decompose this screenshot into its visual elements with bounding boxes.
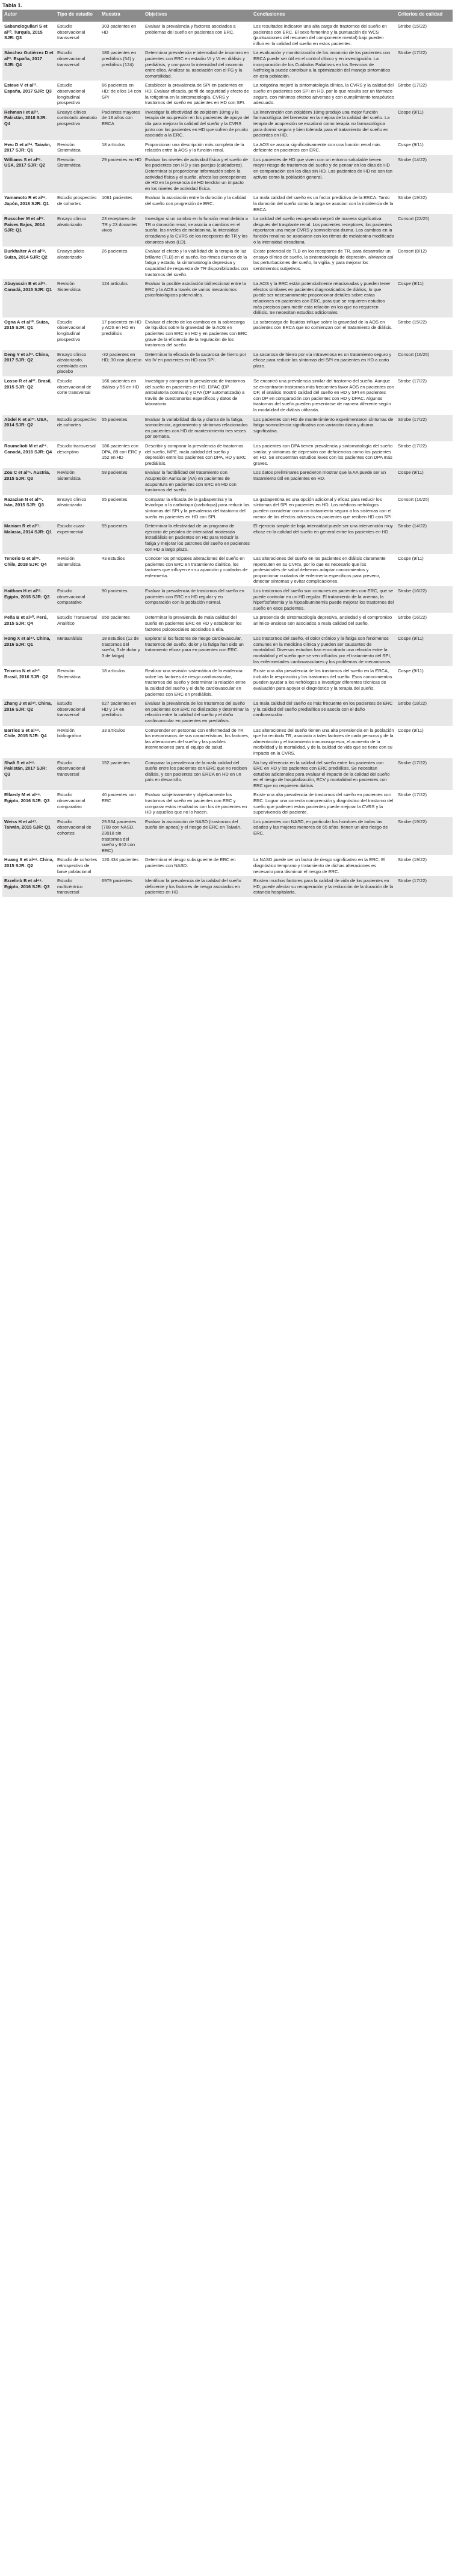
cell-criterios: Strobe (17/22): [396, 81, 453, 107]
table-row: [2, 155, 453, 194]
cell-criterios: Strobe (17/22): [396, 876, 453, 897]
cell-objetivos: Comparar la prevalencia de la mala calidad del sueño entre los pacientes con ERC que no reciben diálisis, y con pacientes con ERCA en HD en un país en desarrollo.: [143, 758, 252, 791]
cell-conclusiones: Los pacientes con DPA tienen prevalencia y sintomatología del sueño similar, y síntomas de depresión con deficiencias como los pacientes en HD. Se encuentran estudios leves con los pacientes con DPA más graves.: [252, 441, 396, 468]
cell-conclusiones: La sacarosa de hierro por vía intravenosa es un tratamiento seguro y eficaz para reducir los síntomas del SPI en pacientes en HD a corto plazo.: [252, 350, 396, 376]
table-row: [2, 634, 453, 666]
cell-autor: Hwu D et al²⁴. Taiwán, 2017 SJR: Q1: [2, 140, 55, 155]
cell-conclusiones: El ejercicio simple de baja intensidad puede ser una intervención muy eficaz en la calidad del sueño en general entre los pacientes en HD.: [252, 521, 396, 554]
cell-criterios: Cospe (9/11): [396, 279, 453, 317]
cell-objetivos: Evaluar el efecto y la viabilidad de la terapia de luz brillante (TLB) en el sueño, los ritmos diurnos de la fatiga y estado, la sintomatología depresiva y capacidad de respuesta de TR disponibilizados con trastornos del sueño.: [143, 247, 252, 279]
cell-muestra: 120.434 pacientes: [100, 855, 143, 876]
cell-objetivos: Evaluar la prevalencia de trastornos del sueño en pacientes con ERC en HD regular y en comparación con la población normal.: [143, 586, 252, 613]
table-row: [2, 758, 453, 791]
cell-objetivos: Investigar si un cambio en la función renal debida a TR o donación renal, se asocia a cambios en el sueño, los niveles de melatonina, la intensidad circadiana y la CVRS de los receptores de TR y los donantes vivos (LD).: [143, 214, 252, 247]
cell-conclusiones: Existe una alta prevalencia de trastornos del sueño en pacientes con ERC. Lograr una correcta comprensión y diagnóstico del trastorno del sueño que padecen estos pacientes puede mejorar la CVRS y la supervivencia del paciente.: [252, 790, 396, 817]
cell-autor: Ogna A et al³⁰. Suiza, 2015 SJR: Q1: [2, 317, 55, 350]
cell-conclusiones: La AOS y la ERC están potencialmente relacionadas y pueden tener efectos similares en pacientes diagnosticados de diálisis, lo que puede ser necesariamente proporcionar detalles sobre estas relaciones en pacientes con ERC, para que se requieren estudios más precisos para medir esta relación en los que no requieren diálisis. Se necesitan estudios adicionales.: [252, 279, 396, 317]
column-header-objetivos: Objetivos: [143, 10, 252, 22]
table-row: [2, 586, 453, 613]
cell-conclusiones: La AOS se asocia significativamente con una función renal más deficiente en pacientes con ERC.: [252, 140, 396, 155]
cell-objetivos: Evaluar los niveles de actividad física y el sueño de los pacientes con HD y sus parejas (cuidadores). Determinar si proporcionar información sobre la actividad física y el sueño, afecta las percepciones de HD en la presencia de HD tendrán un impacto en los niveles de actividad física.: [143, 155, 252, 194]
cell-objetivos: Evaluar el efecto de los cambios en la sobrecarga de líquidos sobre la gravedad de la AOS en pacientes con ERC en HD y en pacientes con ERC grave de la eficiencia de la regulación de los trastornos del sueño.: [143, 317, 252, 350]
table-row: [2, 317, 453, 350]
cell-tipo-estudio: Estudio prospectivo de cohortes: [55, 415, 100, 441]
table-caption: Tabla 1.: [2, 2, 22, 8]
cell-autor: Russcher M et al²⁷. Países Bajos, 2014 SJR: Q1: [2, 214, 55, 247]
cell-objetivos: Determinar la eficacia de la sacarosa de hierro por vía IV en pacientes en HD con SPI.: [143, 350, 252, 376]
cell-tipo-estudio: Estudio observacional transversal: [55, 758, 100, 791]
cell-tipo-estudio: Estudio observacional transversal: [55, 22, 100, 48]
cell-muestra: 18 estudios (12 de trastornos del sueño, 3 de dolor y 3 de fatiga): [100, 634, 143, 666]
cell-criterios: Strobe (17/22): [396, 48, 453, 81]
cell-objetivos: Evaluar la asociación de NASD (trastornos del sueño sin apnea) y el riesgo de ERC en Taiwán.: [143, 817, 252, 856]
cell-conclusiones: Los datos preliminares parecieron mostrar que la AA puede ser un tratamiento útil en pacientes en HD.: [252, 468, 396, 494]
cell-autor: Zou C et al³⁵. Austria, 2015 SJR: Q3: [2, 468, 55, 494]
cell-objetivos: Comprender en personas con enfermedad de TR los mecanismos de sus características, los factores, las alteraciones del sueño y las posibles intervenciones para el equipo de salud.: [143, 726, 252, 758]
cell-objetivos: Realizar una revisión sistemática de la evidencia sobre los factores de riesgo cardiovascular, trastornos del sueño y determinar la relación entre la calidad del sueño y el daño cardiovascular en pacientes con ERC en prediálisis.: [143, 666, 252, 699]
cell-muestra: 627 pacientes en HD y 14 en prediálisis: [100, 699, 143, 725]
cell-autor: Sabanciogullari S et al²⁰. Turquía, 2015 SJR: Q3: [2, 22, 55, 48]
table-row: [2, 415, 453, 441]
cell-muestra: 55 pacientes: [100, 415, 143, 441]
cell-objetivos: Determinar prevalencia e intensidad de insomnio en pacientes con ERC en estadio VI y VI en diálisis y prediálisis, y comparar la intensidad del insomnio entre ellos. Analizar su asociación con el FG y la comorbilidad.: [143, 48, 252, 81]
table-row: [2, 817, 453, 856]
cell-criterios: Cospe (9/11): [396, 554, 453, 586]
cell-conclusiones: Las alteraciones del sueño tienen una alta prevalencia en la población que ha recibido TR, asociado a tales factores de cada persona y de la alimentación y el tratamiento inmunosupresor, el aumento de la morbilidad y la mortalidad, y de la calidad de vida que se tiene con su impacto en la CVRS.: [252, 726, 396, 758]
cell-conclusiones: Los trastornos del sueño, el dolor crónico y la fatiga son fenómenos comunes en la medicina clínica y pueden ser causantes de mortalidad. Diversos estudios han encontrado una relación entre la mortalidad y el sueño que se ven influidos por el tratamiento del SPI, las enfermedades cardiovasculares y los problemas de mecanismos.: [252, 634, 396, 666]
cell-objetivos: Investigar y comparar la prevalencia de trastornos del sueño en pacientes en HD, DPAC (DP ambulatoria continua) y DPA (DP automatizada) a través de cuestionarios específicos y datos de laboratorio.: [143, 376, 252, 415]
cell-conclusiones: Los pacientes con HD de mantenimiento experimentaron síntomas de fatiga-somnolencia significativa con variación diaria y diurna significativa.: [252, 415, 396, 441]
table-row: [2, 790, 453, 817]
table-row: [2, 613, 453, 634]
cell-muestra: 66 pacientes en HD: de ellos 14 con SPI: [100, 81, 143, 107]
cell-tipo-estudio: Revisión Sistemática: [55, 468, 100, 494]
cell-criterios: Strobe (15/22): [396, 317, 453, 350]
cell-autor: Barrios S et al⁴⁴. Chile, 2015 SJR: Q4: [2, 726, 55, 758]
cell-tipo-estudio: Estudio observacional de cohortes: [55, 817, 100, 856]
cell-tipo-estudio: Estudio Transversal Analítico: [55, 613, 100, 634]
cell-muestra: 18 artículos: [100, 140, 143, 155]
cell-autor: Esteve V et al²². España, 2017 SJR: Q3: [2, 81, 55, 107]
cell-criterios: Strobe (19/22): [396, 817, 453, 856]
table-row: [2, 140, 453, 155]
table-row: [2, 666, 453, 699]
cell-conclusiones: Las alteraciones del sueño en los pacientes en diálisis claramente repercuten en su CVRS, por lo que es necesario que los profesionales de salud debemos adaptar conocimientos y proporcionar cuidados de enfermería específicos para prevenir, detectar síntomas y evitar complicaciones.: [252, 554, 396, 586]
table-row: [2, 495, 453, 521]
cell-muestra: 55 pacientes: [100, 521, 143, 554]
cell-muestra: 55 pacientes: [100, 495, 143, 521]
cell-muestra: 124 artículos: [100, 279, 143, 317]
cell-criterios: Strobe (17/22): [396, 376, 453, 415]
cell-conclusiones: La gabapentina es una opción adicional y eficaz para reducir los síntomas del SPI en pacientes en HD. Los médicos nefrólogos pueden considerar como un tratamiento seguro a los sistemas con el menor de los efectos adversos en pacientes que reciben HD con SPI.: [252, 495, 396, 521]
cell-muestra: -32 pacientes en HD; 30 con placebo: [100, 350, 143, 376]
cell-muestra: 18 artículos: [100, 666, 143, 699]
cell-criterios: Cospe (9/11): [396, 726, 453, 758]
cell-objetivos: Evaluar la posible asociación bidireccional entre la ERC y la AOS a través de varios mecanismos psicofisiológicos potenciales.: [143, 279, 252, 317]
table-row: [2, 855, 453, 876]
cell-autor: Tenorio G et al³⁸. Chile, 2018 SJR: Q4: [2, 554, 55, 586]
cell-muestra: 152 pacientes: [100, 758, 143, 791]
cell-muestra: 29.564 pacientes (708 con NASD, 23018 sin trastornos del sueño y 642 con ERC): [100, 817, 143, 856]
cell-muestra: 33 artículos: [100, 726, 143, 758]
table-row: [2, 108, 453, 140]
cell-criterios: Cospe (9/11): [396, 634, 453, 666]
cell-muestra: Pacientes mayores de 18 años con ERCA: [100, 108, 143, 140]
cell-objetivos: Evaluar la prevalencia y factores asociados a problemas del sueño en pacientes con ERC.: [143, 22, 252, 48]
cell-conclusiones: Existe potencial de TLB en los receptores de TR, para desarrollar un ensayo clínico de sueño, la sintomatología de depresión, aliviando así las perturbaciones del sueño, la vigilia, y para mejorar los sentimientos subjetivos.: [252, 247, 396, 279]
cell-objetivos: Evaluar la variabilidad diaria y diurna de la fatiga, somnolencia, agotamiento y síntomas relacionados en pacientes con HD de mantenimiento tres veces por semana.: [143, 415, 252, 441]
cell-criterios: Strobe (19/22): [396, 855, 453, 876]
cell-criterios: Strobe (17/22): [396, 790, 453, 817]
cell-conclusiones: Existen muchos factores para la calidad de vida de los pacientes en HD, puede afectar su recuperación y la reducción de la duración de la estancia hospitalaria.: [252, 876, 396, 897]
cell-criterios: Strobe (14/22): [396, 155, 453, 194]
cell-criterios: Cospe (9/11): [396, 666, 453, 699]
table-header-row: [2, 10, 453, 22]
cell-autor: Rehman I et al²³. Pakistán, 2018 SJR: Q4: [2, 108, 55, 140]
cell-objetivos: Identificar la prevalencia de la calidad del sueño deficiente y los factores de riesgo asociados en pacientes en HD.: [143, 876, 252, 897]
cell-tipo-estudio: Estudio de cohortes retrospectivo de base poblacional: [55, 855, 100, 876]
cell-conclusiones: No hay diferencia en la calidad del sueño entre los pacientes con ERC en HD y los pacientes con ERC prediálisis. Se necesitan estudios adicionales para evaluar el impacto de la calidad del sueño en el riesgo de hospitalización, ECV y mortalidad en pacientes con ERC que no requieren diálisis.: [252, 758, 396, 791]
table-row: [2, 726, 453, 758]
cell-conclusiones: La mala calidad del sueño es más frecuente en los pacientes de ERC y la calidad del sueño predialítica se asocia con el daño cardiovascular.: [252, 699, 396, 725]
cell-autor: Williams S et al²⁵. USA, 2017 SJR: Q2: [2, 155, 55, 194]
cell-criterios: Cospe (9/11): [396, 108, 453, 140]
cell-objetivos: Describir y comparar la prevalencia de trastornos del sueño, MPE, mala calidad del sueño y depresión entre los pacientes con DPA, HD y ERC prediálisis.: [143, 441, 252, 468]
cell-tipo-estudio: Revisión Sistemática: [55, 155, 100, 194]
cell-muestra: 303 pacientes en HD: [100, 22, 143, 48]
cell-tipo-estudio: Estudio observacional comparativo: [55, 586, 100, 613]
table-row: [2, 279, 453, 317]
cell-tipo-estudio: Ensayo clínico controlado aleatorio prospectivo: [55, 108, 100, 140]
cell-tipo-estudio: Ensayo clínico aleatorizado: [55, 214, 100, 247]
cell-conclusiones: La NASD puede ser un factor de riesgo significativo en la ERC. El diagnóstico temprano y tratamiento de dichas alteraciones es necesario para disminuir el riesgo de ERC.: [252, 855, 396, 876]
cell-criterios: Strobe (19/22): [396, 193, 453, 214]
cell-conclusiones: Existe una alta prevalencia de los trastornos del sueño en la ERCA, incluida la respiración y los trastornos del sueño. Esos conocimientos pueden ayudar a los nefrólogos a investigar diferentes técnicas de evaluación para apoyar el diagnóstico y la terapia del sueño.: [252, 666, 396, 699]
cell-tipo-estudio: Estudio observacional longitudinal prospectivo: [55, 317, 100, 350]
cell-objetivos: Determinar el riesgo subsiguiente de ERC en pacientes con NASD.: [143, 855, 252, 876]
cell-autor: Hong X et al⁴¹. China, 2016 SJR: Q1: [2, 634, 55, 666]
cell-criterios: Strobe (16/22): [396, 586, 453, 613]
cell-criterios: Cospe (9/11): [396, 468, 453, 494]
column-header-conclusiones: Conclusiones: [252, 10, 396, 22]
cell-muestra: 29 pacientes en HD: [100, 155, 143, 194]
cell-tipo-estudio: Estudio prospectivo de cohortes: [55, 193, 100, 214]
cell-objetivos: Determinar la prevalencia de mala calidad del sueño en pacientes ERC en HD y establecer los factores psicosociales asociados a ella.: [143, 613, 252, 634]
cell-tipo-estudio: Revisión Sistemática: [55, 140, 100, 155]
cell-autor: Zhang J et al⁴³. China, 2016 SJR: Q2: [2, 699, 55, 725]
cell-tipo-estudio: Estudio transversal descriptivo: [55, 441, 100, 468]
cell-criterios: Strobe (17/22): [396, 758, 453, 791]
cell-conclusiones: Los trastornos del sueño son comunes en pacientes con ERC, que se puede controlar en un HD regular. El tratamiento de la anemia, la hiperfosfatemia y la hipoalbuminemia puede mejorar los trastornos del sueño en esos pacientes.: [252, 586, 396, 613]
cell-autor: Abdel K et al³³. USA, 2014 SJR: Q2: [2, 415, 55, 441]
table-row: [2, 468, 453, 494]
table-body: [2, 22, 453, 897]
cell-conclusiones: La evaluación y monitorización de los insomnio de los pacientes con ERCA puede ser útil en el control clínico y en investigación. La incorporación de los Cuidados Paliativos en los Servicios de Nefrología puede contribuir a la optimización del manejo sintomático en esta población.: [252, 48, 396, 81]
cell-criterios: Strobe (17/22): [396, 415, 453, 441]
cell-autor: Deng Y et al³¹. China, 2017 SJR: Q2: [2, 350, 55, 376]
cell-objetivos: Evaluar la factibilidad del tratamiento con Acupresión Auricular (AA) en pacientes de acupuntura en pacientes con ERC en HD con trastornos del sueño.: [143, 468, 252, 494]
cell-autor: Teixeira N et al⁴². Brasil, 2016 SJR: Q2: [2, 666, 55, 699]
cell-muestra: 23 receptores de TR y 23 donantes vivos: [100, 214, 143, 247]
cell-muestra: 17 pacientes en HD y AOS en HD en prediálisis: [100, 317, 143, 350]
cell-objetivos: Conocer los principales alteraciones del sueño en pacientes con ERC en tratamiento dialítico, los factores que influyen en su aparición y cuidados de enfermería.: [143, 554, 252, 586]
cell-autor: Roumelioti M et al³⁴. Canadá, 2016 SJR: Q4: [2, 441, 55, 468]
cell-muestra: 40 pacientes con ERC: [100, 790, 143, 817]
cell-objetivos: Evaluar la asociación entre la duración y la calidad del sueño con progresión de ERC.: [143, 193, 252, 214]
cell-criterios: Consort (16/25): [396, 350, 453, 376]
cell-tipo-estudio: Ensayo piloto aleatorizado: [55, 247, 100, 279]
cell-tipo-estudio: Revisión Sistemática: [55, 554, 100, 586]
cell-autor: Losso R et al³². Brasil, 2015 SJR: Q2: [2, 376, 55, 415]
cell-muestra: 180 pacientes en prediálisis (54) y prediálisis (124): [100, 48, 143, 81]
table-row: [2, 48, 453, 81]
cell-tipo-estudio: Estudio multicéntrico transversal: [55, 876, 100, 897]
cell-tipo-estudio: Estudio cuasi-experimental: [55, 521, 100, 554]
cell-conclusiones: La presencia de sintomatología depresiva, ansiedad y el compromiso anímico-ansioso son asociados a mala calidad del sueño.: [252, 613, 396, 634]
cell-tipo-estudio: Estudio observacional comparativo: [55, 790, 100, 817]
table-row: [2, 876, 453, 897]
cell-muestra: 26 pacientes: [100, 247, 143, 279]
cell-conclusiones: Se encontró una prevalencia similar del trastorno del sueño. Aunque se encontraron trastornos más frecuentes favor AOS en pacientes con DP, el análisis mostró calidad del sueño en HD y SPI en pacientes con DP en comparación con pacientes con HD y DPAC. Algunos trastornos del sueño pueden presentarse de manera diferente según la modalidad de diálisis utilizada.: [252, 376, 396, 415]
table-row: [2, 193, 453, 214]
cell-conclusiones: La sobrecarga de líquidos influye sobre la gravedad de la AOS en pacientes con ERCA que no comienzan con el tratamiento de diálisis.: [252, 317, 396, 350]
cell-tipo-estudio: Estudio observacional transversal: [55, 699, 100, 725]
cell-muestra: 58 pacientes: [100, 468, 143, 494]
cell-objetivos: Evaluar subjetivamente y objetivamente los trastornos del sueño en pacientes con ERC y comparar estos resultados con los de pacientes en HD y aquellos que no lo hacen.: [143, 790, 252, 817]
cell-tipo-estudio: Estudio observacional de corte transversal: [55, 376, 100, 415]
cell-criterios: Cospe (9/11): [396, 140, 453, 155]
cell-criterios: Strobe (17/22): [396, 441, 453, 468]
cell-tipo-estudio: Ensayo clínico aleatorizado, controlado con placebo: [55, 350, 100, 376]
cell-tipo-estudio: Metaanálisis: [55, 634, 100, 666]
table-row: [2, 22, 453, 48]
cell-conclusiones: Los pacientes con NASD, en particular los hombres de todas las edades y las mujeres menores de 65 años, tienen un alto riesgo de ERC.: [252, 817, 396, 856]
table-row: [2, 554, 453, 586]
cell-autor: Burkhalter A et al²⁸. Suiza, 2014 SJR: Q2: [2, 247, 55, 279]
cell-autor: Sánchez Gutiérrez D et al²¹. España, 2017 SJR: Q4: [2, 48, 55, 81]
cell-tipo-estudio: Estudio observacional longitudinal prospectivo: [55, 81, 100, 107]
cell-tipo-estudio: Ensayo clínico aleatorizado: [55, 495, 100, 521]
table-row: [2, 81, 453, 107]
cell-autor: Yamamoto R et al²⁶. Japón, 2018 SJR: Q1: [2, 193, 55, 214]
cell-muestra: 186 pacientes con DPA, 89 con ERC y 152 en HD: [100, 441, 143, 468]
cell-muestra: 90 pacientes: [100, 586, 143, 613]
cell-criterios: Consort (22/25): [396, 214, 453, 247]
cell-muestra: 6979 pacientes: [100, 876, 143, 897]
cell-criterios: Strobe (18/22): [396, 699, 453, 725]
cell-conclusiones: La rotigotina mejoró la sintomatología clínica, la CVRS y la calidad del sueño en pacientes con SPI en HD, por lo que resulta ser un fármaco seguro, con mínimos efectos adversos y con cumplimiento terapéutico adecuado.: [252, 81, 396, 107]
cell-muestra: 43 estudios: [100, 554, 143, 586]
table-row: [2, 376, 453, 415]
cell-autor: Weiss H et al⁴⁷. Taiwán, 2015 SJR: Q1: [2, 817, 55, 856]
column-header-muestra: Muestra: [100, 10, 143, 22]
table-row: [2, 441, 453, 468]
table-row: [2, 699, 453, 725]
cell-criterios: Consort (8/12): [396, 247, 453, 279]
cell-tipo-estudio: Revisión bibliográfica: [55, 726, 100, 758]
cell-tipo-estudio: Revisión Sistemática: [55, 279, 100, 317]
cell-objetivos: Proporcionar una descripción más completa de la relación entre la AOS y la función renal.: [143, 140, 252, 155]
cell-autor: Huang S et al⁴⁸. China, 2015 SJR: Q2: [2, 855, 55, 876]
cell-criterios: Strobe (16/22): [396, 613, 453, 634]
cell-objetivos: Explorar si los factores de riesgo cardiovascular, trastornos del sueño, dolor y la fatiga han sido un tratamiento eficaz para en pacientes con ERC.: [143, 634, 252, 666]
cell-autor: Ezzelinb B et al⁴⁹. Egipto, 2016 SJR: Q3: [2, 876, 55, 897]
cell-criterios: Strobe (15/22): [396, 22, 453, 48]
cell-conclusiones: La mala calidad del sueño es un factor predictivo de la ERCA. Tanto la duración del sueño como la larga se asocian con la incidencia de la ERCA.: [252, 193, 396, 214]
table-row: [2, 247, 453, 279]
cell-autor: Elfaedy M et al⁴⁶. Egipto, 2016 SJR: Q3: [2, 790, 55, 817]
cell-muestra: 1061 pacientes: [100, 193, 143, 214]
cell-objetivos: Establecer la prevalencia de SPI en pacientes en HD. Evaluar eficacia, perfil de seguridad y efecto de la rotigotina en la sintomatología, CVRS y trastornos del sueño en pacientes en HD con SPI.: [143, 81, 252, 107]
table-row: [2, 521, 453, 554]
cell-autor: Haitham H et al³⁹. Egipto, 2015 SJR: Q3: [2, 586, 55, 613]
cell-autor: Abuyassin B et al²⁹. Canadá, 2015 SJR: Q1: [2, 279, 55, 317]
table-row: [2, 214, 453, 247]
cell-criterios: Strobe (14/22): [396, 521, 453, 554]
cell-objetivos: Evaluar la prevalencia de los trastornos del sueño en pacientes con ERC no dializados y determinar la relación entre la calidad del sueño y el daño cardiovascular en pacientes en prediálisis.: [143, 699, 252, 725]
studies-table: [2, 10, 453, 897]
column-header-tipo: Tipo de estudio: [55, 10, 100, 22]
column-header-criterios: Criterios de calidad: [396, 10, 453, 22]
cell-objetivos: Comparar la eficacia de la gabapentina y la levodopa o la carbidopa (carbidopa) para reducir los síntomas del SPI y la prevalencia del trastorno del sueño en pacientes en HD con SPI.: [143, 495, 252, 521]
cell-objetivos: Investigar la efectividad de zolpidem 10mg y la terapia de acupresión en los pacientes de apoyo del día para mejorar la calidad del sueño y la CVRS junto con los pacientes en HD que sufren de prurito asociado a la ERC.: [143, 108, 252, 140]
cell-conclusiones: Los pacientes de HD que viven con un entorno saludable tienen mayor riesgo de trastornos del sueño y de pensar en los días de HD en comparación con los días sin HD. Los pacientes de HD no son tan activos como la población general.: [252, 155, 396, 194]
cell-autor: Shafi S et al⁴⁵. Pakistán, 2017 SJR: Q3: [2, 758, 55, 791]
cell-conclusiones: La intervención con zolpidem 10mg produjo una mejor función farmacológica del bienestar en la mejora de la calidad del sueño. La terapia de acupresión se escalonó como terapia no farmacológica para dormir segura y bien tolerada para el tratamiento del sueño en pacientes en HD.: [252, 108, 396, 140]
column-header-autor: Autor: [2, 10, 55, 22]
cell-autor: Razazian N et al³⁶. Irán, 2015 SJR: Q3: [2, 495, 55, 521]
cell-tipo-estudio: Estudio observacional transversal: [55, 48, 100, 81]
cell-autor: Peña B et al⁴⁰. Perú, 2015 SJR: Q4: [2, 613, 55, 634]
cell-muestra: 650 pacientes: [100, 613, 143, 634]
cell-tipo-estudio: Revisión Sistemática: [55, 666, 100, 699]
cell-criterios: Consort (16/25): [396, 495, 453, 521]
cell-objetivos: Determinar la efectividad de un programa de ejercicio de pedaleo de intensidad moderada intradiálisis en pacientes en HD para reducir la fatiga y mejorar los patrones del sueño en pacientes con HD a largo plazo.: [143, 521, 252, 554]
cell-conclusiones: La calidad del sueño recuperada mejoró de manera significativa después del trasplante renal. Los pacientes receptores, los pacientes reportaron una mejor CVRS y somnolencia diurna. Los cambios en la función renal no se asociaron con los ritmos de melatonina modificada o la intensidad circadiana.: [252, 214, 396, 247]
cell-autor: Maniam R et al³⁷. Malasia, 2014 SJR: Q1: [2, 521, 55, 554]
cell-conclusiones: Los resultados indicaron una alta carga de trastornos del sueño en pacientes con ERC. El sexo femenino y la puntuación de WCS (puntuaciones del resumen del componente mental) bajo pueden influir en la calidad del sueño en estos pacientes.: [252, 22, 396, 48]
cell-muestra: 166 pacientes en diálisis y 55 en HD: [100, 376, 143, 415]
table-row: [2, 350, 453, 376]
